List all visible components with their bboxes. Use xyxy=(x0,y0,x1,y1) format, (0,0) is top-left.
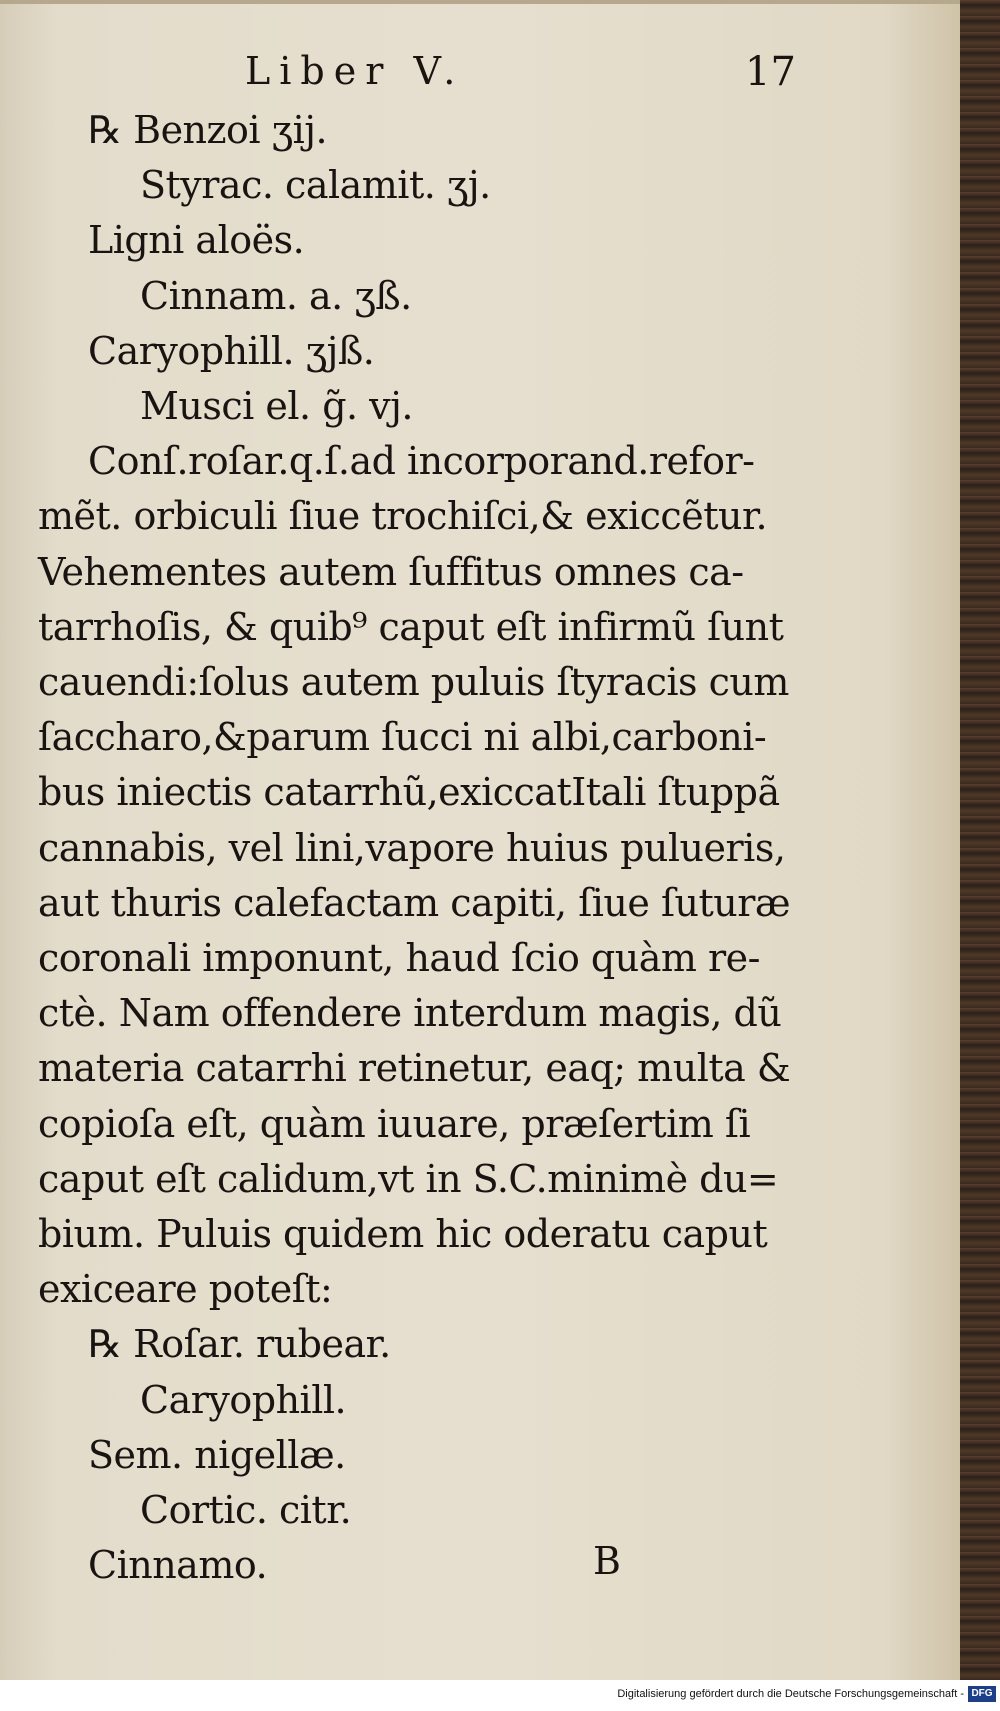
text-line: Conſ.roſar.q.ſ.ad incorporand.refor- xyxy=(88,439,755,483)
text-line: ℞ Benzoi ʒij. xyxy=(88,108,328,152)
text-line: Caryophill. xyxy=(140,1378,347,1422)
text-line: Cortic. citr. xyxy=(140,1488,352,1532)
running-head xyxy=(0,49,960,109)
text-line: copioſa eſt, quàm iuuare, præſertim ſi xyxy=(38,1102,751,1146)
text-line: ℞ Roſar. rubear. xyxy=(88,1322,391,1366)
text-line: ſaccharo,&parum ſucci ni albi,carboni- xyxy=(38,715,767,759)
signature-mark: B xyxy=(593,1539,621,1583)
text-line: caput eſt calidum,vt in S.C.minimè du= xyxy=(38,1157,779,1201)
dfg-logo-icon: DFG xyxy=(968,1686,996,1702)
text-line: tarrhoſis, & quib⁹ caput eſt infirmũ ſunt xyxy=(38,605,784,649)
text-line: coronali imponunt, haud ſcio quàm re- xyxy=(38,936,760,980)
running-head-title: Liber V. xyxy=(245,49,465,93)
text-line: bus iniectis catarrhũ,exiccatItali ſtuppã xyxy=(38,770,780,814)
book-spine xyxy=(960,0,1000,1680)
text-line: exiceare poteſt: xyxy=(38,1267,333,1311)
text-line: cannabis, vel lini,vapore huius pulueris, xyxy=(38,826,786,870)
digitization-footer xyxy=(0,1680,1000,1711)
text-line: Sem. nigellæ. xyxy=(88,1433,346,1477)
text-line: ctè. Nam offendere interdum magis, dũ xyxy=(38,991,782,1035)
text-line: mẽt. orbiculi ſiue trochiſci,& exiccẽtur. xyxy=(38,494,768,538)
funding-credit: Digitalisierung gefördert durch die Deutsche Forschungsgemeinschaft - xyxy=(617,1688,964,1700)
page-number: 17 xyxy=(745,49,796,95)
text-line: materia catarrhi retinetur, eaq; multa & xyxy=(38,1046,791,1090)
text-line: Caryophill. ʒjß. xyxy=(88,329,375,373)
text-line: Musci el. g̃. vj. xyxy=(140,384,414,428)
text-line: aut thuris calefactam capiti, ſiue ſuturæ xyxy=(38,881,791,925)
text-line: Cinnamo. xyxy=(88,1543,268,1587)
text-line: Vehementes autem ſuffitus omnes ca- xyxy=(38,550,744,594)
text-line: bium. Puluis quidem hic oderatu caput xyxy=(38,1212,768,1256)
text-line: Ligni aloës. xyxy=(88,218,305,262)
text-line: Styrac. calamit. ʒj. xyxy=(140,163,491,207)
text-line: Cinnam. a. ʒß. xyxy=(140,274,412,318)
text-line: cauendi:ſolus autem puluis ſtyracis cum xyxy=(38,660,789,704)
